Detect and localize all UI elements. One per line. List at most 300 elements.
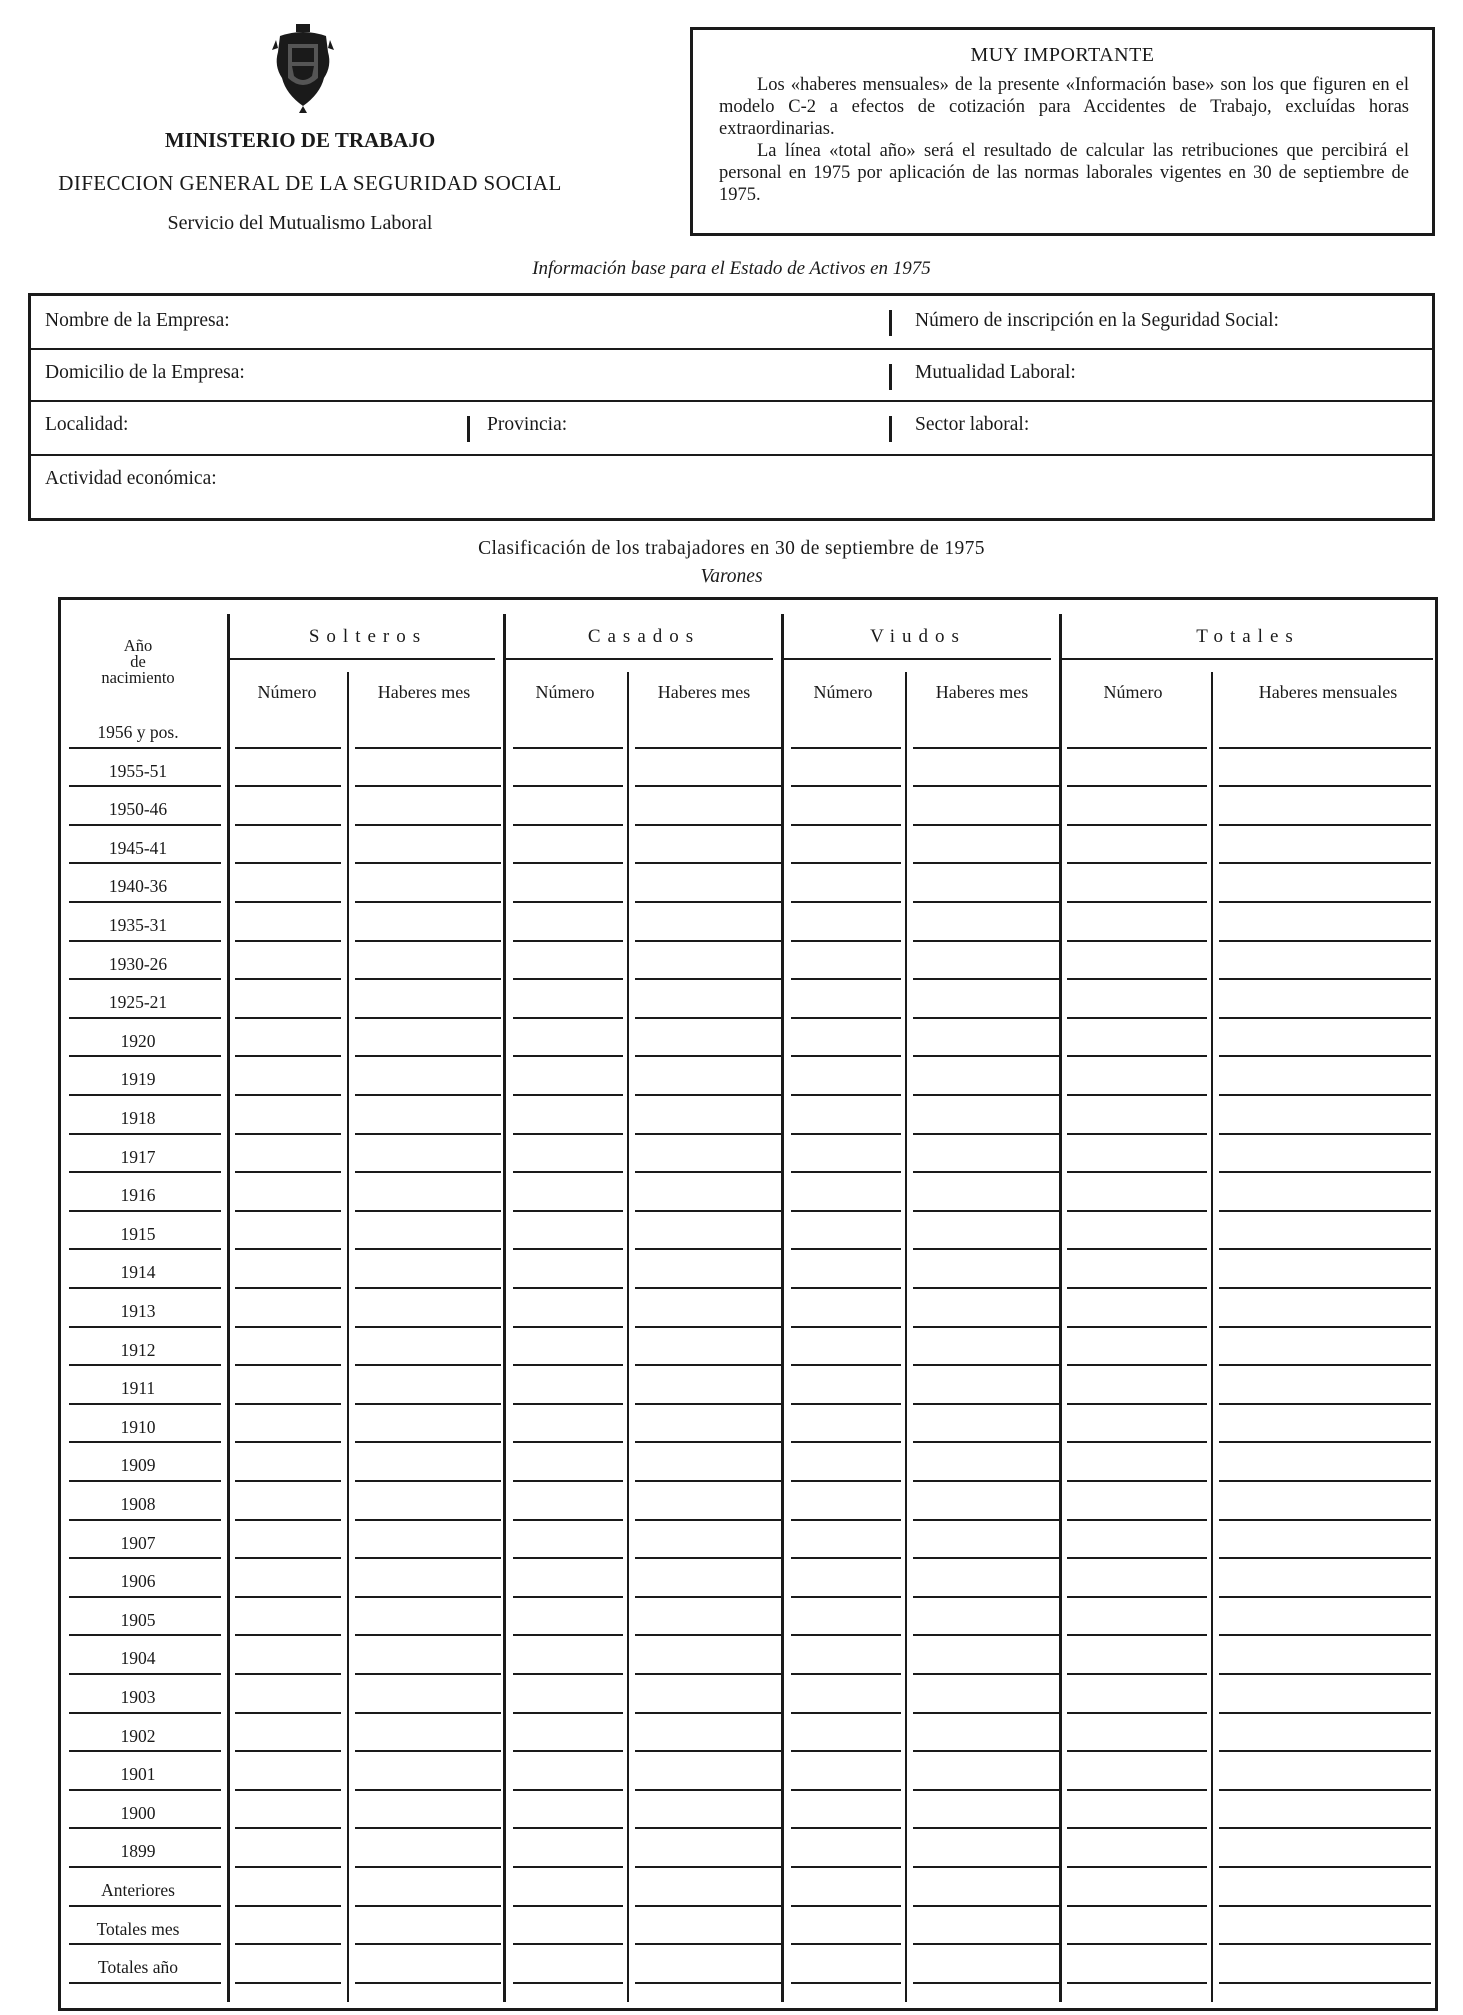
table-cell-line[interactable] [1219, 1055, 1431, 1057]
table-cell-line[interactable] [235, 1866, 341, 1868]
table-cell-line[interactable] [513, 1441, 623, 1443]
table-cell-line[interactable] [791, 1750, 901, 1752]
table-cell-line[interactable] [355, 1982, 501, 1984]
table-cell-line[interactable] [235, 1171, 341, 1173]
table-cell-line[interactable] [791, 940, 901, 942]
table-cell-line[interactable] [355, 1441, 501, 1443]
table-cell-line[interactable] [235, 1673, 341, 1675]
table-cell-line[interactable] [791, 1094, 901, 1096]
table-cell-line[interactable] [235, 1982, 341, 1984]
table-cell-line[interactable] [913, 1133, 1059, 1135]
table-cell-line[interactable] [513, 1210, 623, 1212]
table-cell-line[interactable] [513, 1789, 623, 1791]
table-cell-line[interactable] [355, 1519, 501, 1521]
table-cell-line[interactable] [235, 1017, 341, 1019]
table-cell-line[interactable] [1219, 1364, 1431, 1366]
table-cell-line[interactable] [1219, 1750, 1431, 1752]
table-cell-line[interactable] [913, 1982, 1059, 1984]
table-cell-line[interactable] [791, 1480, 901, 1482]
table-cell-line[interactable] [235, 1789, 341, 1791]
table-cell-line[interactable] [1219, 1596, 1431, 1598]
table-cell-line[interactable] [913, 1480, 1059, 1482]
table-cell-line[interactable] [791, 862, 901, 864]
table-cell-line[interactable] [355, 747, 501, 749]
table-cell-line[interactable] [635, 1287, 781, 1289]
row-label: 1903 [120, 1687, 156, 1707]
table-cell-line[interactable] [355, 1055, 501, 1057]
table-cell-line[interactable] [1219, 1712, 1431, 1714]
row-label: 1955-51 [108, 760, 168, 781]
table-cell-line[interactable] [635, 824, 781, 826]
column-divider [781, 614, 784, 2002]
table-cell-line[interactable] [1067, 1673, 1207, 1675]
table-cell-line[interactable] [913, 1943, 1059, 1945]
table-cell-line[interactable] [513, 1750, 623, 1752]
table-cell-line[interactable] [1219, 1017, 1431, 1019]
table-cell-line[interactable] [1067, 1480, 1207, 1482]
table-cell-line[interactable] [235, 1210, 341, 1212]
table-cell-line[interactable] [235, 1403, 341, 1405]
table-cell-line[interactable] [913, 1519, 1059, 1521]
table-cell-line[interactable] [791, 1943, 901, 1945]
table-cell-line[interactable] [1067, 1364, 1207, 1366]
table-cell-line[interactable] [513, 1171, 623, 1173]
table-cell-line[interactable] [791, 1171, 901, 1173]
table-cell-line[interactable] [1219, 1287, 1431, 1289]
table-cell-line[interactable] [1067, 1557, 1207, 1559]
table-cell-line[interactable] [513, 862, 623, 864]
table-cell-line[interactable] [1067, 1171, 1207, 1173]
table-cell-line[interactable] [1067, 901, 1207, 903]
table-cell-line[interactable] [913, 1248, 1059, 1250]
table-cell-line[interactable] [791, 1557, 901, 1559]
table-cell-line[interactable] [355, 940, 501, 942]
table-cell-line[interactable] [1219, 1480, 1431, 1482]
table-cell-line[interactable] [355, 978, 501, 980]
table-cell-line[interactable] [235, 785, 341, 787]
table-cell-line[interactable] [355, 1403, 501, 1405]
table-cell-line[interactable] [791, 1017, 901, 1019]
table-cell-line[interactable] [355, 1557, 501, 1559]
table-cell-line[interactable] [235, 1326, 341, 1328]
table-cell-line[interactable] [791, 1789, 901, 1791]
table-cell-line[interactable] [635, 1480, 781, 1482]
table-cell-line[interactable] [1067, 1403, 1207, 1405]
table-cell-line[interactable] [635, 1403, 781, 1405]
group-underline [227, 658, 495, 660]
table-cell-line[interactable] [1067, 1326, 1207, 1328]
table-cell-line[interactable] [1067, 1634, 1207, 1636]
table-cell-line[interactable] [355, 862, 501, 864]
table-cell-line[interactable] [513, 1673, 623, 1675]
table-cell-line[interactable] [635, 1017, 781, 1019]
table-cell-line[interactable] [1067, 1519, 1207, 1521]
table-cell-line[interactable] [235, 1094, 341, 1096]
table-cell-line[interactable] [1219, 1248, 1431, 1250]
table-cell-line[interactable] [1067, 940, 1207, 942]
important-notice-paragraph: Los «haberes mensuales» de la presente «Información base» son los que figuren en el modelo C-2 a efectos de cotización para Accidentes de Trabajo, excluídas horas extraordinarias. [719, 75, 1409, 139]
table-cell-line[interactable] [1219, 1133, 1431, 1135]
col-header-haberes-mensuales: Haberes mensuales [1258, 682, 1398, 702]
field-separator [889, 364, 892, 390]
table-cell-line[interactable] [1067, 1596, 1207, 1598]
table-cell-line[interactable] [355, 1712, 501, 1714]
table-cell-line[interactable] [235, 1634, 341, 1636]
table-cell-line[interactable] [235, 978, 341, 980]
table-cell-line[interactable] [635, 1866, 781, 1868]
table-cell-line[interactable] [513, 978, 623, 980]
table-cell-line[interactable] [235, 1712, 341, 1714]
table-cell-line[interactable] [1219, 1441, 1431, 1443]
group-header-totales: Totales [1196, 626, 1300, 647]
table-cell-line[interactable] [791, 1827, 901, 1829]
table-cell-line[interactable] [513, 1557, 623, 1559]
table-cell-line[interactable] [1067, 1712, 1207, 1714]
table-cell-line[interactable] [1219, 747, 1431, 749]
table-cell-line[interactable] [355, 1634, 501, 1636]
table-cell-line[interactable] [791, 1519, 901, 1521]
table-cell-line[interactable] [635, 1133, 781, 1135]
table-cell-line[interactable] [513, 747, 623, 749]
table-cell-line[interactable] [235, 940, 341, 942]
table-cell-line[interactable] [791, 1441, 901, 1443]
table-cell-line[interactable] [791, 1287, 901, 1289]
table-cell-line[interactable] [513, 1596, 623, 1598]
table-cell-line[interactable] [513, 1287, 623, 1289]
table-cell-line[interactable] [513, 1866, 623, 1868]
table-cell-line[interactable] [635, 940, 781, 942]
row-label: 1912 [120, 1339, 156, 1360]
table-cell-line[interactable] [1067, 1287, 1207, 1289]
table-cell-line[interactable] [1219, 1827, 1431, 1829]
row-label: 1910 [120, 1416, 156, 1437]
table-cell-line[interactable] [513, 1712, 623, 1714]
table-cell-line[interactable] [1219, 1673, 1431, 1675]
table-cell-line[interactable] [1067, 1943, 1207, 1945]
table-cell-line[interactable] [235, 1596, 341, 1598]
table-cell-line[interactable] [635, 1364, 781, 1366]
row-label: 1956 y pos. [97, 722, 179, 742]
table-cell-line[interactable] [235, 1441, 341, 1443]
coat-of-arms-icon [272, 22, 334, 114]
table-cell-line[interactable] [913, 940, 1059, 942]
table-cell-line[interactable] [635, 785, 781, 787]
table-cell-line[interactable] [635, 1827, 781, 1829]
table-cell-line[interactable] [791, 1364, 901, 1366]
table-cell-line[interactable] [913, 1673, 1059, 1675]
column-divider [1059, 614, 1062, 2002]
table-cell-line[interactable] [1067, 978, 1207, 980]
table-cell-line[interactable] [235, 862, 341, 864]
table-cell-line[interactable] [235, 1557, 341, 1559]
table-cell-line[interactable] [235, 1055, 341, 1057]
table-cell-line[interactable] [513, 1827, 623, 1829]
table-cell-line[interactable] [1219, 1982, 1431, 1984]
table-cell-line[interactable] [635, 1943, 781, 1945]
table-cell-line[interactable] [1067, 1094, 1207, 1096]
table-cell-line[interactable] [513, 1943, 623, 1945]
table-cell-line[interactable] [513, 940, 623, 942]
table-cell-line[interactable] [791, 1403, 901, 1405]
row-divider [69, 824, 221, 826]
table-cell-line[interactable] [791, 1055, 901, 1057]
table-cell-line[interactable] [1219, 901, 1431, 903]
subcolumn-divider [347, 672, 349, 2002]
col-header-haberes: Haberes mes [377, 682, 471, 702]
table-cell-line[interactable] [235, 1480, 341, 1482]
table-cell-line[interactable] [513, 1017, 623, 1019]
row-divider [69, 901, 221, 903]
table-cell-line[interactable] [355, 1210, 501, 1212]
table-cell-line[interactable] [791, 785, 901, 787]
table-cell-line[interactable] [791, 901, 901, 903]
row-label: 1908 [120, 1494, 156, 1514]
economic-activity-label: Actividad económica: [45, 468, 217, 489]
table-cell-line[interactable] [355, 1133, 501, 1135]
table-cell-line[interactable] [355, 1750, 501, 1752]
table-cell-line[interactable] [913, 1326, 1059, 1328]
table-cell-line[interactable] [635, 1094, 781, 1096]
table-cell-line[interactable] [1219, 1094, 1431, 1096]
table-cell-line[interactable] [1219, 1557, 1431, 1559]
table-cell-line[interactable] [355, 1094, 501, 1096]
table-cell-line[interactable] [1219, 1866, 1431, 1868]
table-cell-line[interactable] [913, 978, 1059, 980]
table-cell-line[interactable] [791, 1133, 901, 1135]
table-cell-line[interactable] [513, 1055, 623, 1057]
table-cell-line[interactable] [355, 1326, 501, 1328]
table-cell-line[interactable] [635, 1750, 781, 1752]
table-cell-line[interactable] [1067, 824, 1207, 826]
table-cell-line[interactable] [913, 1712, 1059, 1714]
table-cell-line[interactable] [355, 1364, 501, 1366]
table-cell-line[interactable] [1067, 1055, 1207, 1057]
table-cell-line[interactable] [635, 747, 781, 749]
table-cell-line[interactable] [635, 1596, 781, 1598]
table-cell-line[interactable] [355, 1789, 501, 1791]
table-cell-line[interactable] [791, 1634, 901, 1636]
table-cell-line[interactable] [235, 747, 341, 749]
table-cell-line[interactable] [913, 1905, 1059, 1907]
table-cell-line[interactable] [913, 1866, 1059, 1868]
table-cell-line[interactable] [355, 1171, 501, 1173]
table-cell-line[interactable] [513, 1480, 623, 1482]
table-cell-line[interactable] [1067, 1133, 1207, 1135]
row-divider [69, 1326, 221, 1328]
table-cell-line[interactable] [913, 1403, 1059, 1405]
row-label: 1907 [120, 1532, 156, 1553]
table-cell-line[interactable] [513, 1519, 623, 1521]
table-cell-line[interactable] [913, 1634, 1059, 1636]
table-cell-line[interactable] [791, 978, 901, 980]
table-cell-line[interactable] [513, 901, 623, 903]
table-cell-line[interactable] [913, 785, 1059, 787]
table-cell-line[interactable] [355, 1866, 501, 1868]
table-cell-line[interactable] [913, 1210, 1059, 1212]
table-cell-line[interactable] [791, 747, 901, 749]
table-cell-line[interactable] [635, 1055, 781, 1057]
table-cell-line[interactable] [913, 1750, 1059, 1752]
table-cell-line[interactable] [1067, 747, 1207, 749]
row-divider [69, 785, 221, 787]
table-cell-line[interactable] [635, 1248, 781, 1250]
important-notice-title: MUY IMPORTANTE [970, 44, 1155, 66]
table-cell-line[interactable] [913, 862, 1059, 864]
table-cell-line[interactable] [355, 1480, 501, 1482]
table-cell-line[interactable] [1219, 1634, 1431, 1636]
row-label: 1919 [120, 1069, 156, 1090]
table-cell-line[interactable] [791, 1982, 901, 1984]
table-cell-line[interactable] [1067, 1866, 1207, 1868]
row-divider [69, 1210, 221, 1212]
table-cell-line[interactable] [1067, 1017, 1207, 1019]
row-divider [69, 940, 221, 942]
table-cell-line[interactable] [1067, 1905, 1207, 1907]
column-divider [503, 614, 506, 2002]
table-cell-line[interactable] [913, 1557, 1059, 1559]
table-cell-line[interactable] [1067, 785, 1207, 787]
table-cell-line[interactable] [791, 1673, 901, 1675]
table-cell-line[interactable] [913, 1827, 1059, 1829]
table-cell-line[interactable] [1219, 1326, 1431, 1328]
table-cell-line[interactable] [513, 1905, 623, 1907]
table-cell-line[interactable] [1067, 1750, 1207, 1752]
table-cell-line[interactable] [1067, 1827, 1207, 1829]
table-cell-line[interactable] [1219, 1789, 1431, 1791]
table-cell-line[interactable] [635, 1789, 781, 1791]
table-cell-line[interactable] [913, 1171, 1059, 1173]
table-cell-line[interactable] [1067, 1789, 1207, 1791]
table-cell-line[interactable] [913, 747, 1059, 749]
table-cell-line[interactable] [635, 978, 781, 980]
group-underline [505, 658, 773, 660]
table-cell-line[interactable] [513, 1634, 623, 1636]
table-cell-line[interactable] [1219, 1519, 1431, 1521]
table-cell-line[interactable] [355, 1943, 501, 1945]
table-cell-line[interactable] [635, 1673, 781, 1675]
table-cell-line[interactable] [913, 1055, 1059, 1057]
table-cell-line[interactable] [635, 1326, 781, 1328]
table-cell-line[interactable] [513, 1326, 623, 1328]
table-cell-line[interactable] [635, 1441, 781, 1443]
year-header-line: Año [123, 636, 153, 655]
table-cell-line[interactable] [635, 1171, 781, 1173]
table-cell-line[interactable] [513, 1982, 623, 1984]
table-cell-line[interactable] [1219, 1171, 1431, 1173]
table-cell-line[interactable] [635, 1712, 781, 1714]
table-cell-line[interactable] [513, 824, 623, 826]
table-cell-line[interactable] [1067, 1210, 1207, 1212]
table-cell-line[interactable] [1219, 1403, 1431, 1405]
table-cell-line[interactable] [913, 1017, 1059, 1019]
table-cell-line[interactable] [913, 1287, 1059, 1289]
table-cell-line[interactable] [355, 1596, 501, 1598]
table-cell-line[interactable] [355, 1248, 501, 1250]
table-cell-line[interactable] [791, 1248, 901, 1250]
table-cell-line[interactable] [513, 1133, 623, 1135]
table-cell-line[interactable] [791, 1905, 901, 1907]
table-cell-line[interactable] [1219, 862, 1431, 864]
row-label: 1915 [120, 1223, 156, 1244]
table-cell-line[interactable] [635, 1210, 781, 1212]
table-cell-line[interactable] [791, 1712, 901, 1714]
table-cell-line[interactable] [513, 785, 623, 787]
table-cell-line[interactable] [235, 1905, 341, 1907]
row-label: 1905 [120, 1609, 156, 1630]
table-cell-line[interactable] [355, 1287, 501, 1289]
table-cell-line[interactable] [513, 1248, 623, 1250]
table-cell-line[interactable] [355, 1673, 501, 1675]
table-cell-line[interactable] [635, 862, 781, 864]
table-cell-line[interactable] [635, 1982, 781, 1984]
table-cell-line[interactable] [235, 1287, 341, 1289]
table-cell-line[interactable] [355, 1827, 501, 1829]
table-cell-line[interactable] [355, 1905, 501, 1907]
table-cell-line[interactable] [635, 1634, 781, 1636]
table-cell-line[interactable] [235, 1133, 341, 1135]
table-cell-line[interactable] [1219, 1210, 1431, 1212]
table-cell-line[interactable] [1067, 1441, 1207, 1443]
table-cell-line[interactable] [635, 1557, 781, 1559]
col-header-haberes: Haberes mes [935, 682, 1029, 702]
col-header-numero: Número [257, 682, 317, 702]
table-cell-line[interactable] [513, 1403, 623, 1405]
table-cell-line[interactable] [913, 901, 1059, 903]
table-cell-line[interactable] [1067, 1248, 1207, 1250]
table-cell-line[interactable] [235, 1364, 341, 1366]
table-cell-line[interactable] [791, 1866, 901, 1868]
table-cell-line[interactable] [913, 824, 1059, 826]
table-cell-line[interactable] [235, 824, 341, 826]
row-label: 1906 [120, 1571, 156, 1592]
table-cell-line[interactable] [913, 1364, 1059, 1366]
table-cell-line[interactable] [1067, 1982, 1207, 1984]
table-cell-line[interactable] [235, 901, 341, 903]
table-cell-line[interactable] [1219, 1905, 1431, 1907]
table-cell-line[interactable] [513, 1094, 623, 1096]
table-cell-line[interactable] [791, 1596, 901, 1598]
table-cell-line[interactable] [355, 824, 501, 826]
table-cell-line[interactable] [1219, 1943, 1431, 1945]
table-cell-line[interactable] [235, 1943, 341, 1945]
table-cell-line[interactable] [235, 1519, 341, 1521]
table-cell-line[interactable] [355, 901, 501, 903]
table-cell-line[interactable] [635, 1519, 781, 1521]
table-cell-line[interactable] [355, 785, 501, 787]
table-cell-line[interactable] [913, 1441, 1059, 1443]
table-cell-line[interactable] [1219, 978, 1431, 980]
table-cell-line[interactable] [635, 901, 781, 903]
table-cell-line[interactable] [235, 1827, 341, 1829]
table-cell-line[interactable] [1067, 862, 1207, 864]
table-cell-line[interactable] [1219, 940, 1431, 942]
row-divider [69, 1171, 221, 1173]
table-cell-line[interactable] [791, 824, 901, 826]
table-cell-line[interactable] [235, 1750, 341, 1752]
table-cell-line[interactable] [913, 1094, 1059, 1096]
table-cell-line[interactable] [913, 1789, 1059, 1791]
table-cell-line[interactable] [913, 1596, 1059, 1598]
table-cell-line[interactable] [1219, 824, 1431, 826]
table-cell-line[interactable] [791, 1210, 901, 1212]
table-cell-line[interactable] [355, 1017, 501, 1019]
table-cell-line[interactable] [1219, 785, 1431, 787]
classification-subtitle: Varones [700, 566, 763, 587]
table-cell-line[interactable] [235, 1248, 341, 1250]
table-cell-line[interactable] [635, 1905, 781, 1907]
table-cell-line[interactable] [513, 1364, 623, 1366]
table-cell-line[interactable] [791, 1326, 901, 1328]
